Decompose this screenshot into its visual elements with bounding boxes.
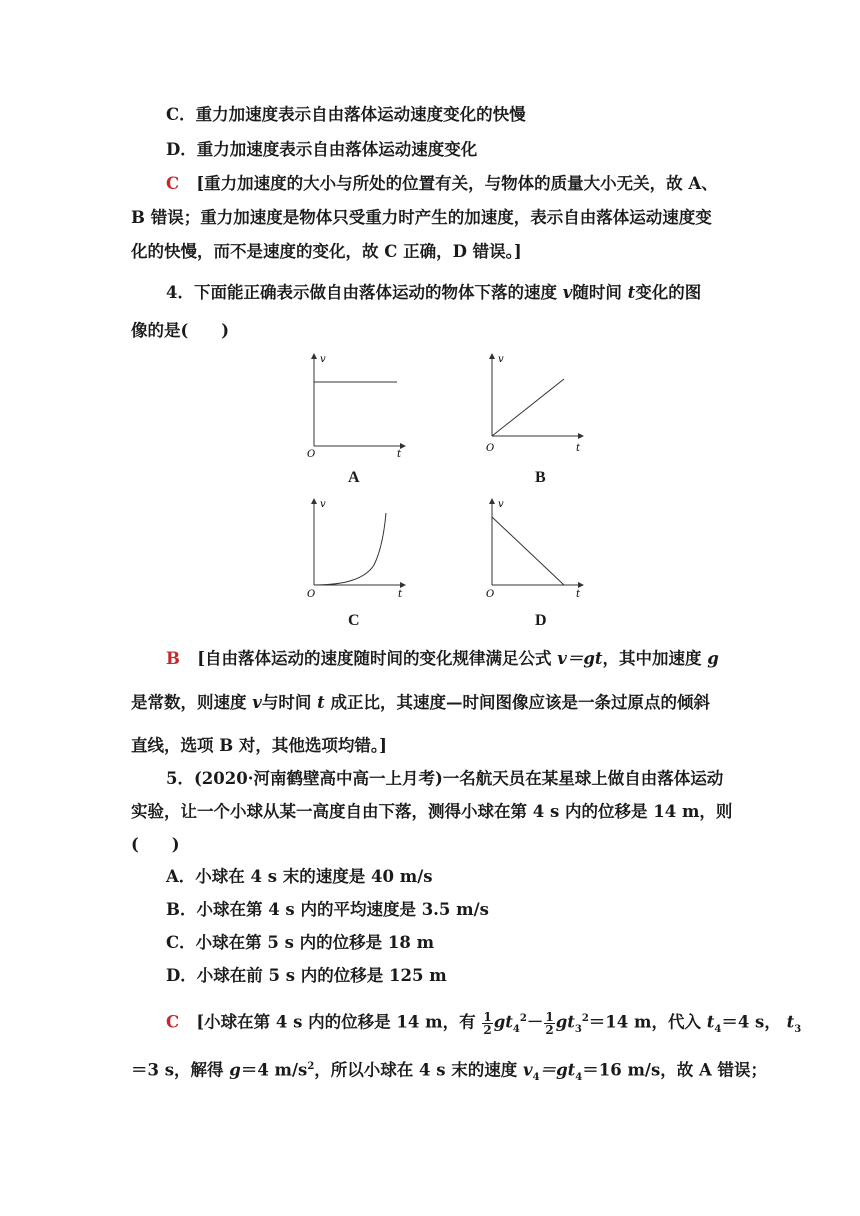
fraction-num: 1 bbox=[545, 1009, 554, 1024]
sub-4: 4 bbox=[575, 1071, 583, 1083]
question-4-t: t bbox=[627, 283, 636, 302]
answer-q4-t: t bbox=[317, 693, 325, 712]
graph-b-t-label: t bbox=[576, 443, 581, 454]
answer-q4-line1 bbox=[166, 648, 719, 670]
option-q5-d: D．小球在前 5 s 内的位移是 125 m bbox=[166, 966, 447, 985]
v-axis-arrow-icon bbox=[311, 498, 317, 504]
answer-q5-line1 bbox=[166, 1008, 801, 1041]
answer-q5-text1d: ＝4 s， bbox=[721, 1012, 781, 1032]
answer-q3-line1 bbox=[166, 173, 718, 195]
graph-d-t-label: t bbox=[576, 589, 581, 600]
answer-q3-letter: C bbox=[166, 174, 180, 193]
answer-q3-line3: 化的快慢，而不是速度的变化，故 C 正确，D 错误。] bbox=[131, 242, 522, 261]
answer-q5-t4: t bbox=[706, 1012, 715, 1032]
question-5-line1: 5．(2020·河南鹤壁高中高一上月考)一名航天员在某星球上做自由落体运动 bbox=[166, 769, 724, 788]
minus-sign: － bbox=[526, 1012, 544, 1032]
answer-q5-line2 bbox=[131, 1056, 767, 1089]
option-q3-c: C．重力加速度表示自由落体运动速度变化的快慢 bbox=[166, 105, 526, 124]
question-4-line2: 像的是( ) bbox=[131, 321, 230, 340]
option-q3-d: D．重力加速度表示自由落体运动速度变化 bbox=[166, 140, 478, 159]
question-4-line1 bbox=[166, 282, 701, 304]
question-5-line3: ( ) bbox=[131, 835, 180, 854]
answer-q5-text2c: ，所以小球在 4 s 末的速度 bbox=[314, 1060, 518, 1080]
sub-4: 4 bbox=[714, 1023, 722, 1035]
graph-a-label: A bbox=[348, 469, 360, 486]
sub-4: 4 bbox=[512, 1023, 520, 1035]
graph-b-label: B bbox=[535, 469, 546, 486]
v-axis-arrow-icon bbox=[311, 353, 317, 359]
answer-q5-text2d: ＝gt bbox=[539, 1060, 576, 1080]
graph-b bbox=[478, 350, 588, 460]
answer-q4-text1b: ，其中加速度 bbox=[602, 649, 702, 668]
graph-a-t-label: t bbox=[397, 449, 402, 460]
graph-c-curve bbox=[314, 513, 386, 585]
graph-a-v-label: v bbox=[320, 354, 326, 365]
answer-q5-text2b: ＝4 m/s bbox=[240, 1060, 308, 1080]
answer-q5-text1c: ＝14 m，代入 bbox=[588, 1012, 701, 1032]
t-axis-arrow-icon bbox=[578, 433, 584, 439]
answer-q5-text2a: ＝3 s，解得 bbox=[131, 1060, 224, 1080]
answer-q3-text1: [重力加速度的大小与所处的位置有关，与物体的质量大小无关，故 A、 bbox=[196, 174, 718, 193]
answer-q5-text2e: ＝16 m/s，故 A 错误； bbox=[582, 1060, 768, 1080]
sub-3: 3 bbox=[574, 1023, 582, 1035]
question-4-suffix: 变化的图 bbox=[635, 283, 702, 302]
option-q5-a: A．小球在 4 s 末的速度是 40 m/s bbox=[166, 867, 433, 886]
graph-d-label: D bbox=[535, 612, 547, 629]
graph-d-v-label: v bbox=[498, 499, 504, 510]
fraction-half bbox=[482, 1011, 492, 1036]
answer-q4-formula: v＝gt bbox=[557, 649, 603, 668]
graph-c-v-label: v bbox=[320, 499, 326, 510]
answer-q3-line2: B 错误；重力加速度是物体只受重力时产生的加速度，表示自由落体运动速度变 bbox=[131, 208, 712, 227]
fraction-half-2 bbox=[544, 1011, 554, 1036]
sup-2: 2 bbox=[307, 1061, 315, 1072]
option-q5-b: B．小球在第 4 s 内的平均速度是 3.5 m/s bbox=[166, 900, 489, 919]
answer-q5-text1a: [小球在第 4 s 内的位移是 14 m，有 bbox=[196, 1012, 476, 1032]
question-4-v: v bbox=[562, 283, 573, 302]
sub-3: 3 bbox=[794, 1023, 802, 1035]
answer-q4-letter: B bbox=[166, 649, 180, 668]
answer-q5-gt: gt bbox=[493, 1012, 513, 1032]
answer-q5-g: g bbox=[229, 1060, 241, 1080]
question-5-line2: 实验，让一个小球从某一高度自由下落，测得小球在第 4 s 内的位移是 14 m，则 bbox=[131, 802, 733, 821]
t-axis-arrow-icon bbox=[578, 582, 584, 588]
answer-q4-line3: 直线，选项 B 对，其他选项均错。] bbox=[131, 736, 387, 755]
fraction-num: 1 bbox=[483, 1009, 492, 1024]
answer-q5-gt-2: gt bbox=[555, 1012, 575, 1032]
graph-b-curve bbox=[492, 379, 564, 436]
question-4-mid: 随时间 bbox=[572, 283, 622, 302]
v-axis-arrow-icon bbox=[489, 498, 495, 504]
t-axis-arrow-icon bbox=[400, 582, 406, 588]
graph-c-label: C bbox=[348, 612, 360, 629]
v-axis-arrow-icon bbox=[489, 353, 495, 359]
option-q5-c: C．小球在第 5 s 内的位移是 18 m bbox=[166, 933, 435, 952]
answer-q4-v: v bbox=[252, 693, 262, 712]
fraction-den: 2 bbox=[483, 1022, 492, 1037]
graph-c-origin: O bbox=[307, 589, 316, 600]
graph-b-v-label: v bbox=[498, 354, 504, 365]
graph-a-origin: O bbox=[307, 449, 316, 460]
graph-a bbox=[300, 350, 410, 460]
sub-4: 4 bbox=[532, 1071, 540, 1083]
graph-c-t-label: t bbox=[398, 589, 403, 600]
question-4-prefix: 4．下面能正确表示做自由落体运动的物体下落的速度 bbox=[166, 283, 557, 302]
answer-q4-line2 bbox=[131, 692, 710, 714]
graph-d-curve bbox=[492, 517, 564, 585]
answer-q5-letter: C bbox=[166, 1012, 180, 1032]
answer-q4-text1a: [自由落体运动的速度随时间的变化规律满足公式 bbox=[197, 649, 552, 668]
answer-q4-text2a: 是常数，则速度 bbox=[131, 693, 247, 712]
answer-q4-text2c: 成正比，其速度—时间图像应该是一条过原点的倾斜 bbox=[330, 693, 710, 712]
answer-q5-t3: t bbox=[786, 1012, 795, 1032]
answer-q4-text2b: 与时间 bbox=[261, 693, 312, 712]
graph-c bbox=[300, 495, 410, 605]
fraction-den: 2 bbox=[545, 1022, 554, 1037]
sup-2: 2 bbox=[581, 1013, 589, 1024]
answer-q4-g: g bbox=[707, 649, 719, 668]
answer-q5-v4: v bbox=[523, 1060, 533, 1080]
graph-b-origin: O bbox=[486, 443, 495, 454]
sup-2: 2 bbox=[519, 1013, 527, 1024]
graph-d bbox=[478, 495, 588, 605]
graph-d-origin: O bbox=[486, 589, 495, 600]
